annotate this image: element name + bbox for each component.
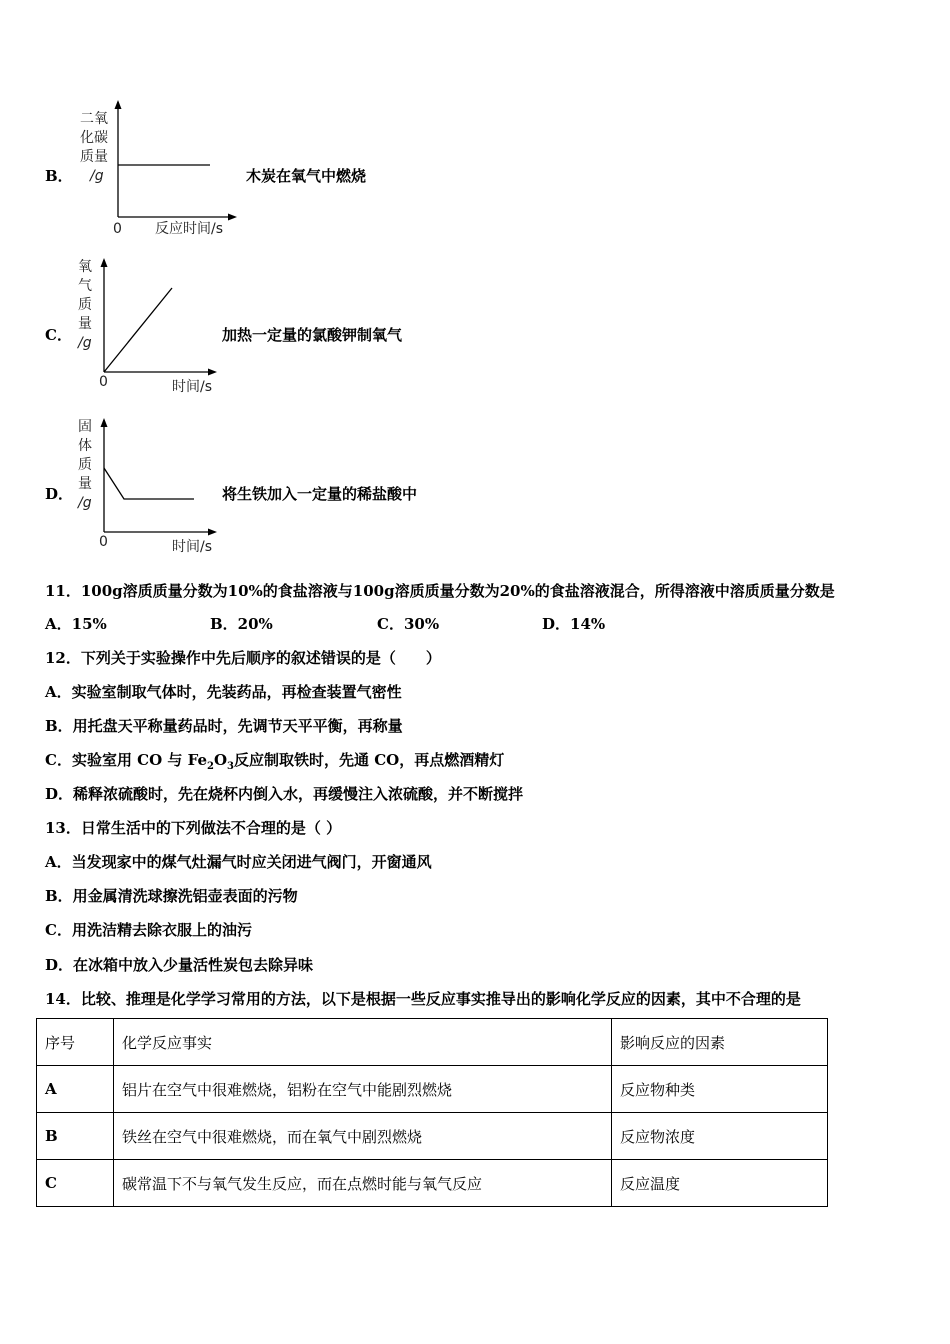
q13-option-d: D．在冰箱中放入少量活性炭包去除异味 [45,956,314,974]
table-row [37,1113,828,1160]
x-axis-arrow [228,214,237,221]
table-cell: 反应温度 [612,1160,828,1207]
table-row [37,1066,828,1113]
y-axis-label-line: /g [78,495,92,511]
q12-option-c-suffix: 反应制取铁时，先通 CO，再点燃酒精灯 [234,751,505,769]
x-axis-arrow [208,529,217,536]
table-cell: C [37,1160,114,1207]
y-axis-label [80,110,108,186]
y-axis-label [78,418,92,513]
q12-option-a: A．实验室制取气体时，先装药品，再检查装置气密性 [45,683,402,701]
q11-option-a: A．15% [45,615,107,633]
x-axis-label: 时间/s [172,539,213,555]
table-row [37,1160,828,1207]
q11-option-c: C．30% [377,615,440,633]
q12-option-b: B．用托盘天平称量药品时，先调节天平平衡，再称量 [45,717,403,735]
table-cell: 铝片在空气中很难燃烧，铝粉在空气中能剧烈燃烧 [114,1066,612,1113]
header-cell: 化学反应事实 [114,1019,612,1066]
graph-c-plot [96,258,226,378]
factors-table [36,1018,828,1207]
y-axis-label-line: 量 [78,476,92,492]
y-axis-label-line: 质量 [80,149,108,165]
y-axis-label-line: 氧 [78,259,92,275]
question-13-stem: 13．日常生活中的下列做法不合理的是（ ） [45,819,342,837]
y-axis-label-line: 体 [78,438,92,454]
option-letter: D． [45,485,74,503]
table-cell: A [37,1066,114,1113]
y-axis-label-line: 质 [78,457,92,473]
graph-caption: 木炭在氧气中燃烧 [246,167,367,185]
data-line-decrease-flat [104,468,194,499]
table-cell: B [37,1113,114,1160]
subscript: 2 [206,761,214,772]
y-axis-label [78,258,92,353]
y-axis-arrow [101,418,108,427]
x-axis-label: 时间/s [172,379,213,395]
q11-option-d: D．14% [542,615,606,633]
graph-caption: 加热一定量的氯酸钾制氧气 [222,326,403,344]
y-axis-label-line: 量 [78,316,92,332]
y-axis-label-line: /g [78,335,92,351]
y-axis-label-line: 质 [78,297,92,313]
question-11-stem: 11．100g溶质质量分数为10%的食盐溶液与100g溶质质量分数为20%的食盐溶液混合，所得溶液中溶质质量分数是 [45,582,835,600]
table-cell: 反应物种类 [612,1066,828,1113]
q12-option-d: D．稀释浓硫酸时，先在烧杯内倒入水，再缓慢注入浓硫酸，并不断搅拌 [45,785,524,803]
y-axis-arrow [115,100,122,109]
header-cell: 影响反应的因素 [612,1019,828,1066]
table-cell: 铁丝在空气中很难燃烧，而在氧气中剧烈燃烧 [114,1113,612,1160]
option-letter: C． [45,326,72,344]
graph-b-plot [110,100,240,225]
option-letter: B． [45,167,73,185]
data-line-rising [104,288,172,372]
origin-label: 0 [113,221,122,237]
y-axis-arrow [101,258,108,267]
x-axis-arrow [208,369,217,376]
table-cell: 碳常温下不与氧气发生反应，而在点燃时能与氧气反应 [114,1160,612,1207]
origin-label: 0 [99,534,108,550]
question-12-stem: 12．下列关于实验操作中先后顺序的叙述错误的是（ ） [45,649,441,667]
q12-option-c [45,749,504,772]
table-cell: 反应物浓度 [612,1113,828,1160]
q13-option-c: C．用洗洁精去除衣服上的油污 [45,921,252,939]
table-header-row [37,1019,828,1066]
x-axis-label: 反应时间/s [155,221,224,237]
graph-caption: 将生铁加入一定量的稀盐酸中 [222,485,418,503]
y-axis-label-line: 固 [78,419,92,435]
q12-option-c-mid: O [213,751,228,769]
subscript: 3 [227,761,234,772]
y-axis-label-line: 气 [78,278,92,294]
y-axis-label-line: 化碳 [80,130,108,146]
q13-option-a: A．当发现家中的煤气灶漏气时应关闭进气阀门，开窗通风 [45,853,432,871]
header-cell: 序号 [37,1019,114,1066]
q13-option-b: B．用金属清洗球擦洗铝壶表面的污物 [45,887,298,905]
origin-label: 0 [99,374,108,390]
q11-option-b: B．20% [210,615,273,633]
graph-d-plot [96,418,226,538]
y-axis-label-line: 二氧 [80,111,108,127]
q12-option-c-prefix: C．实验室用 CO 与 Fe [45,751,207,769]
y-axis-label-line: /g [90,168,104,184]
question-14-stem: 14．比较、推理是化学学习常用的方法，以下是根据一些反应事实推导出的影响化学反应的因素，其中不合理的是 [45,990,801,1008]
